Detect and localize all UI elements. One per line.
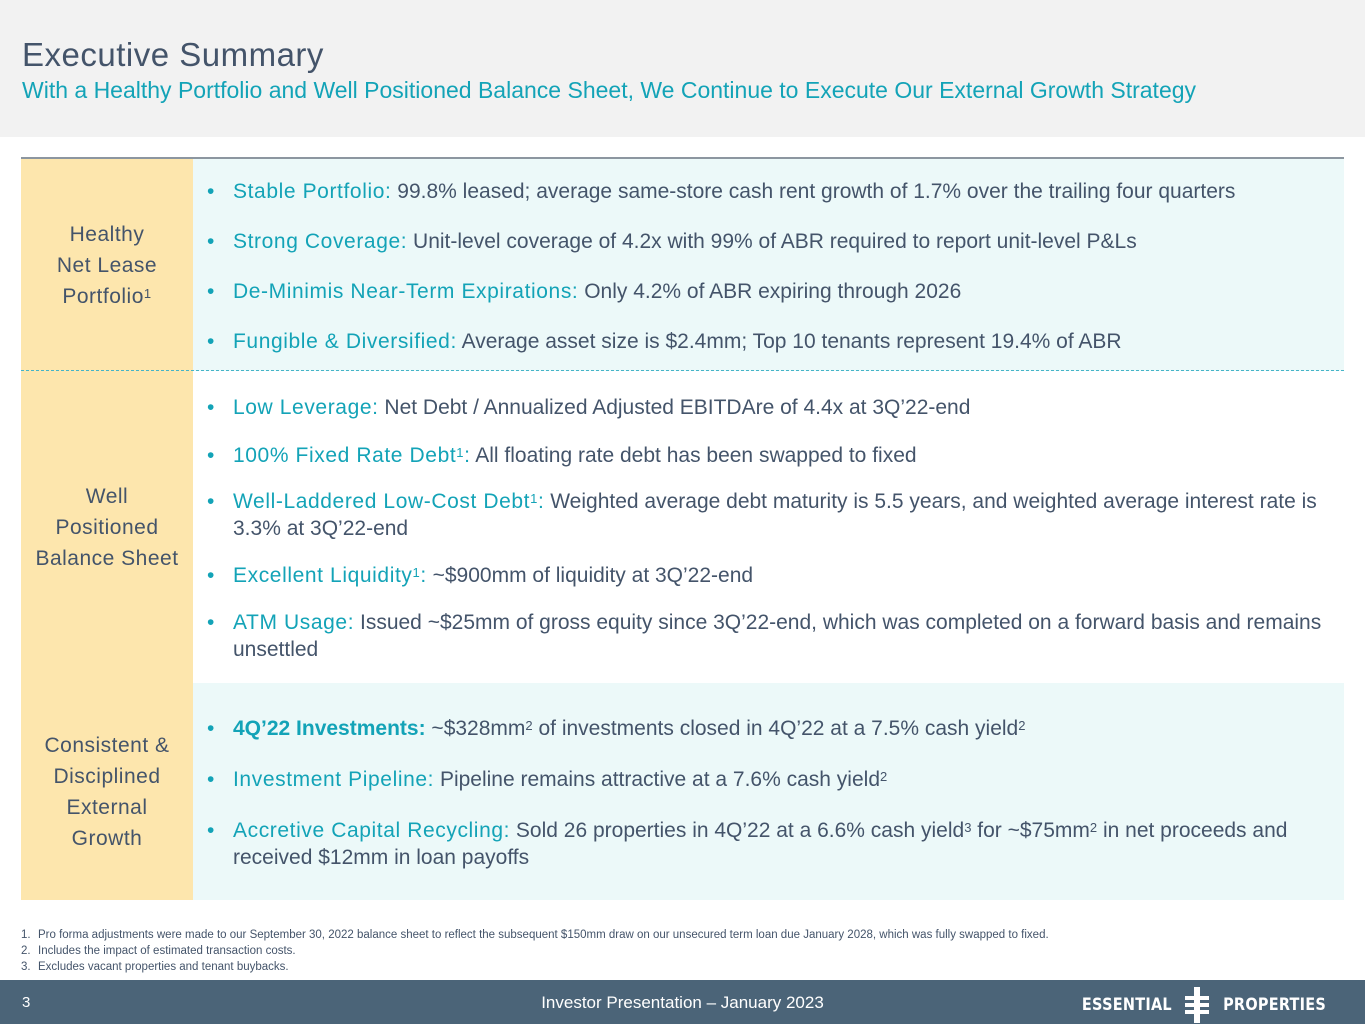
footnote: [21, 959, 1341, 975]
bullet-item: [207, 766, 1330, 793]
logo-text-right: PROPERTIES: [1222, 995, 1326, 1015]
section-label: [21, 683, 193, 900]
bullet-title: Investment Pipeline:: [233, 768, 435, 791]
footnote: [21, 943, 1341, 959]
logo-text-left: ESSENTIAL: [1081, 995, 1172, 1015]
label-line: Growth: [71, 826, 143, 850]
bullet-icon: •: [207, 611, 215, 634]
section-healthy-portfolio: [21, 159, 1344, 371]
bullet-text: 99.8% leased; average same-store cash rent growth of 1.7% over the trailing four quarters: [391, 180, 1236, 203]
section-balance-sheet: [21, 371, 1344, 683]
bullet-text: Weighted average debt maturity is 5.5 years, and weighted average interest rate is 3.3% at 3Q’22-end: [233, 490, 1317, 540]
bullet-text: in net proceeds and received $12mm in loan payoffs: [233, 819, 1288, 869]
bullet-item: [207, 178, 1330, 205]
bullet-icon: •: [207, 396, 215, 419]
label-line: Portfolio: [62, 284, 144, 308]
bullet-icon: •: [207, 180, 215, 203]
footnote-ref: 2: [1018, 718, 1026, 733]
label-line: External: [66, 795, 148, 819]
bullet-title: 4Q’22 Investments:: [233, 717, 426, 740]
bullet-icon: •: [207, 768, 215, 791]
bullet-icon: •: [207, 330, 215, 353]
bullet-icon: •: [207, 490, 215, 513]
bullet-text: ~$900mm of liquidity at 3Q’22-end: [426, 564, 754, 587]
bullet-icon: •: [207, 444, 215, 467]
footnote-ref: 1: [412, 565, 421, 580]
footnote-number: 3.: [21, 961, 31, 973]
bullet-title: Strong Coverage:: [233, 230, 408, 253]
bullet-icon: •: [207, 230, 215, 253]
bullet-title-end: :: [464, 444, 471, 467]
bullet-item: [207, 228, 1330, 255]
bullet-text: Pipeline remains attractive at a 7.6% cash yield: [434, 768, 881, 791]
footnote-text: Pro forma adjustments were made to our September 30, 2022 balance sheet to reflect the subsequent $150mm draw on our unsecured term loan due January 2028, which was fully swapped to fixed.: [38, 929, 1049, 941]
bullet-text: Net Debt / Annualized Adjusted EBITDAre of 4.4x at 3Q’22-end: [378, 396, 971, 419]
footnote-ref: 2: [880, 769, 888, 784]
slide-title: Executive Summary: [22, 36, 324, 73]
bullet-title: [233, 564, 427, 587]
footnote-ref: 1: [143, 285, 152, 301]
label-line: Positioned: [55, 515, 159, 539]
section-external-growth: [21, 683, 1344, 900]
bullet-text: Only 4.2% of ABR expiring through 2026: [578, 280, 962, 303]
footnote-text: Excludes vacant properties and tenant buybacks.: [38, 961, 289, 973]
company-logo: [1074, 990, 1335, 1020]
bullet-icon: •: [207, 819, 215, 842]
bullet-text: Average asset size is $2.4mm; Top 10 tenants represent 19.4% of ABR: [456, 330, 1122, 353]
section-label: [21, 159, 193, 371]
summary-table: [21, 157, 1344, 900]
label-line: Net Lease: [56, 253, 158, 277]
bullet-item: [207, 328, 1330, 355]
bullet-text: of investments closed in 4Q’22 at a 7.5% cash yield: [532, 717, 1019, 740]
footnote-number: 2.: [21, 945, 31, 957]
bullet-title: Accretive Capital Recycling:: [233, 819, 511, 842]
slide-header: [0, 0, 1365, 137]
bullet-icon: •: [207, 564, 215, 587]
bullet-text: ~$328mm: [425, 717, 526, 740]
footnote-ref: 1: [530, 491, 538, 506]
bullet-title: Stable Portfolio:: [233, 180, 392, 203]
label-line: Disciplined: [53, 764, 161, 788]
bullet-item: [207, 394, 1330, 421]
label-line: Consistent &: [44, 733, 170, 757]
footnote-ref: 1: [456, 445, 465, 460]
bullet-title: Low Leverage:: [233, 396, 379, 419]
bullet-item: [207, 609, 1330, 663]
bullet-title: [233, 444, 471, 467]
bullet-item: [207, 817, 1330, 871]
slide-subtitle: With a Healthy Portfolio and Well Positioned Balance Sheet, We Continue to Execute Our External Growth Strategy: [22, 77, 1197, 103]
bullet-title-text: 100% Fixed Rate Debt: [233, 444, 457, 467]
label-line: Healthy: [69, 222, 145, 246]
bullet-text: All floating rate debt has been swapped to fixed: [470, 444, 917, 467]
bullet-item: [207, 278, 1330, 305]
logo-mark-icon: [1184, 987, 1210, 1023]
bullet-title-end: :: [537, 490, 545, 513]
bullet-text: Issued ~$25mm of gross equity since 3Q’22-end, which was completed on a forward basis and remains unsettled: [233, 611, 1322, 661]
bullet-title: Fungible & Diversified:: [233, 330, 457, 353]
bullet-text: Unit-level coverage of 4.2x with 99% of ABR required to report unit-level P&Ls: [407, 230, 1137, 253]
bullet-item: [207, 715, 1330, 742]
bullet-icon: •: [207, 280, 215, 303]
footnote: [21, 927, 1341, 943]
page-number: 3: [22, 994, 31, 1011]
bullet-title-text: Well-Laddered Low-Cost Debt: [233, 490, 531, 513]
bullet-title: ATM Usage:: [233, 611, 355, 634]
bullet-title: [233, 490, 544, 513]
bullet-item: [207, 442, 1330, 469]
label-line: Well: [85, 484, 129, 508]
footnote-ref: 2: [525, 718, 533, 733]
bullet-text: Sold 26 properties in 4Q’22 at a 6.6% cash yield: [510, 819, 965, 842]
bullet-title-end: :: [420, 564, 427, 587]
label-line: Balance Sheet: [35, 546, 179, 570]
footnotes: [21, 927, 1341, 975]
bullet-title: De-Minimis Near-Term Expirations:: [233, 280, 579, 303]
section-content: [193, 683, 1344, 900]
footnote-ref: 2: [1089, 820, 1098, 835]
bullet-text: for ~$75mm: [971, 819, 1090, 842]
footnote-number: 1.: [21, 929, 31, 941]
section-content: [193, 371, 1344, 683]
footnote-text: Includes the impact of estimated transaction costs.: [38, 945, 296, 957]
footnote-ref: 3: [964, 820, 972, 835]
bullet-item: [207, 488, 1330, 542]
bullet-icon: •: [207, 717, 215, 740]
bullet-title-text: Excellent Liquidity: [233, 564, 413, 587]
slide-footer: [0, 980, 1365, 1024]
section-label: [21, 371, 193, 683]
footer-caption: Investor Presentation – January 2023: [541, 993, 824, 1012]
bullet-item: [207, 562, 1330, 589]
section-content: [193, 159, 1344, 371]
